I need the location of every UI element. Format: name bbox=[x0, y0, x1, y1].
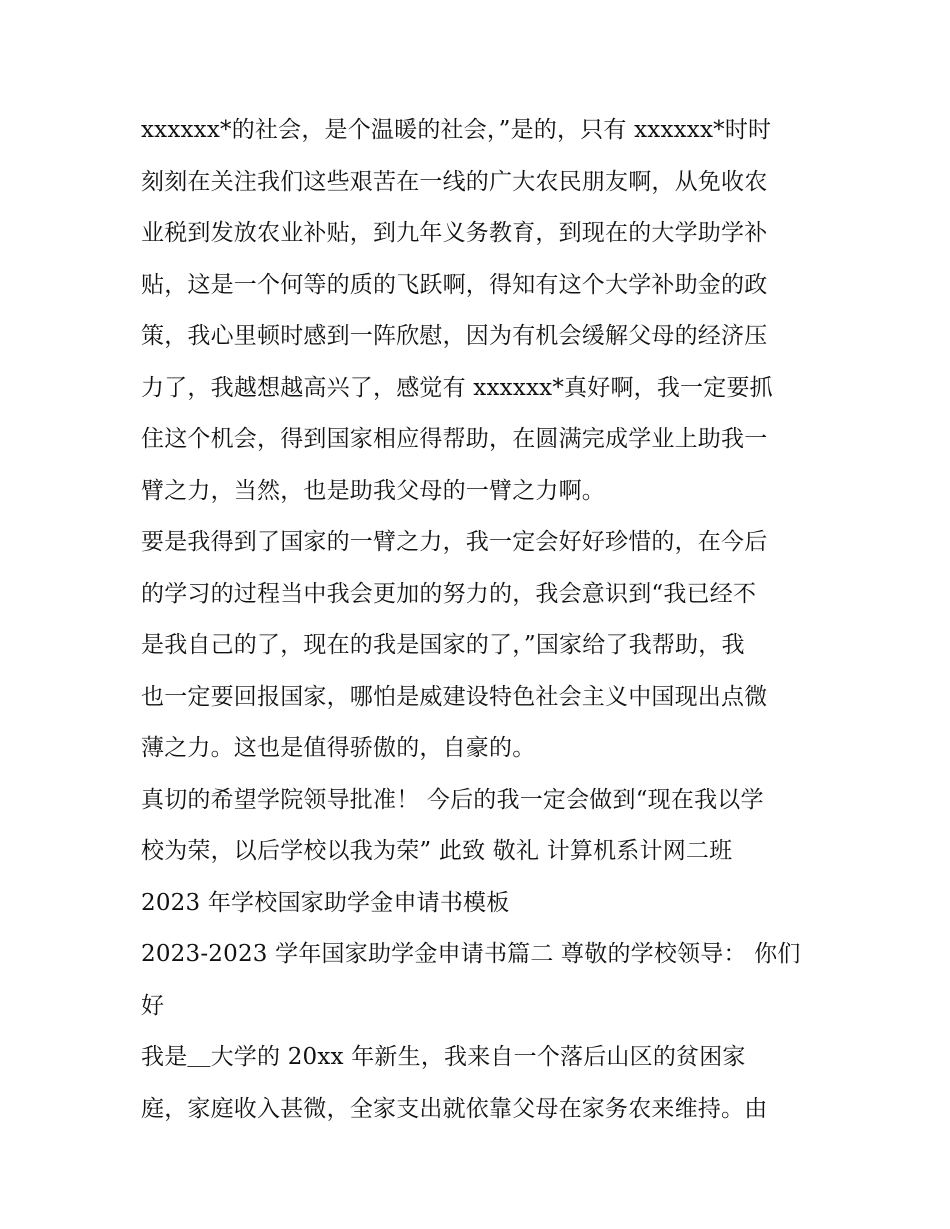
text-line: 要是我得到了国家的一臂之力，我一定会好好珍惜的，在今后 bbox=[141, 529, 768, 555]
document-title-line: 2023 年学校国家助学金申请书模板 bbox=[141, 889, 510, 916]
text-line: 好 bbox=[141, 992, 165, 1019]
text-line: 也一定要回报国家，哪怕是威建设特色社会主义中国现出点微 bbox=[141, 683, 768, 710]
document-body bbox=[141, 105, 821, 1135]
text-line: 贴，这是一个何等的质的飞跃啊，得知有这个大学补助金的政 bbox=[141, 271, 768, 298]
text-line: 住这个机会，得到国家相应得帮助，在圆满完成学业上助我一 bbox=[141, 426, 768, 452]
text-line: xxxxxx*的社会，是个温暖的社会，”是的，只有 xxxxxx*时时 bbox=[141, 117, 772, 143]
text-line: 力了，我越想越高兴了，感觉有 xxxxxx*真好啊，我一定要抓 bbox=[141, 374, 773, 401]
text-line: 庭，家庭收入甚微，全家支出就依靠父母在家务农来维持。由 bbox=[141, 1095, 768, 1122]
text-line: 真切的希望学院领导批准！ 今后的我一定会做到“现在我以学 bbox=[141, 786, 764, 813]
text-line: 薄之力。这也是值得骄傲的，自豪的。 bbox=[141, 735, 536, 761]
text-line: 是我自己的了，现在的我是国家的了，”国家给了我帮助，我 bbox=[141, 632, 745, 658]
text-line: 业税到发放农业补贴，到九年义务教育，到现在的大学助学补 bbox=[141, 220, 768, 246]
text-line: 臂之力，当然，也是助我父母的一臂之力啊。 bbox=[141, 477, 605, 504]
text-line: 刻刻在关注我们这些艰苦在一线的广大农民朋友啊，从免收农 bbox=[141, 168, 768, 195]
text-line: 策，我心里顿时感到一阵欣慰，因为有机会缓解父母的经济压 bbox=[141, 323, 768, 349]
text-line: 2023-2023 学年国家助学金申请书篇二 尊敬的学校领导： 你们 bbox=[141, 941, 801, 967]
text-line: 校为荣，以后学校以我为荣” 此致 敬礼 计算机系计网二班 bbox=[141, 838, 733, 864]
text-line: 我是＿大学的 20xx 年新生，我来自一个落后山区的贫困家 bbox=[141, 1044, 746, 1070]
text-line: 的学习的过程当中我会更加的努力的，我会意识到“我已经不 bbox=[141, 580, 757, 607]
